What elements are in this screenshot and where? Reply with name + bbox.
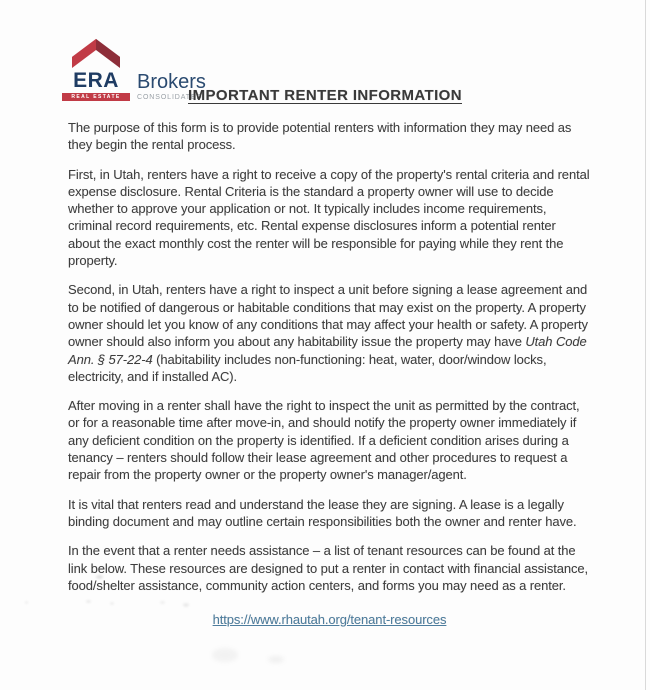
tenant-resources-link-row: [68, 611, 591, 628]
utah-code-citation: Utah Code Ann. § 57-22-4: [68, 334, 587, 367]
paragraph-second-right-text: Second, in Utah, renters have a right to inspect a unit before signing a lease agreement and to be notified of dangerous or habitable conditions that may exist on the property. A property owner should let you know of any conditions that may affect your health or safety. A property owner should also inform you about any habitability issue the property may have: [68, 282, 588, 350]
paragraph-second-right-continued: (habitability includes non-functioning: heat, water, door/window locks, electricity, and if installed AC).: [68, 351, 547, 384]
document-body: [68, 119, 591, 628]
scan-smudge: [110, 602, 114, 605]
paragraph-lease-vital: It is vital that renters read and understand the lease they are signing. A lease is a legally binding document and may outline certain responsibilities both the owner and renter have.: [68, 496, 577, 529]
tenant-resources-link[interactable]: https://www.rhautah.org/tenant-resources: [212, 612, 447, 628]
paragraph-second-right: [68, 281, 591, 385]
logo-consolidated-text: CONSOLIDATED: [137, 93, 203, 101]
logo-real-estate-bar: REAL ESTATE: [62, 93, 130, 101]
scan-smudge: [86, 600, 91, 603]
logo-era-text: ERA: [73, 69, 119, 92]
scan-smudge: [96, 575, 103, 579]
scan-smudge: [25, 601, 28, 604]
scan-smudge: [183, 603, 189, 607]
scan-smudge: [212, 648, 238, 662]
paragraph-after-moving: After moving in a renter shall have the right to inspect the unit as permitted by the contract, or for a reasonable time after move-in, and should notify the property owner immediately if any deficient condition on the property is identified. If a deficient condition arises during a tenancy – renters should follow their lease agreement and other procedures to request a repair from the property owner or the property owner's manager/agent.: [68, 398, 580, 483]
scan-smudge: [160, 601, 165, 604]
page-title: IMPORTANT RENTER INFORMATION: [188, 87, 462, 104]
paragraph-purpose: The purpose of this form is to provide potential renters with information they may need as they begin the rental process.: [68, 120, 572, 153]
paragraph-first-right: First, in Utah, renters have a right to receive a copy of the property's rental criteria and rental expense disclosure. Rental Criteria is the standard a property owner will use to decide whether to approve your application or not. It typically includes income requirements, criminal record requirements, etc. Rental expense disclosures inform a potential renter about the exact monthly cost the renter will be responsible for paying while they rent the property.: [68, 166, 590, 269]
scan-smudge: [268, 656, 284, 663]
logo-brokers-text: Brokers: [137, 70, 206, 93]
era-roof-icon: [70, 38, 122, 68]
paragraph-assistance: In the event that a renter needs assistance – a list of tenant resources can be found at the link below. These resources are designed to put a renter in contact with financial assistance, food/shelter assistance, community action centers, and forms you may need as a renter.: [68, 543, 589, 593]
